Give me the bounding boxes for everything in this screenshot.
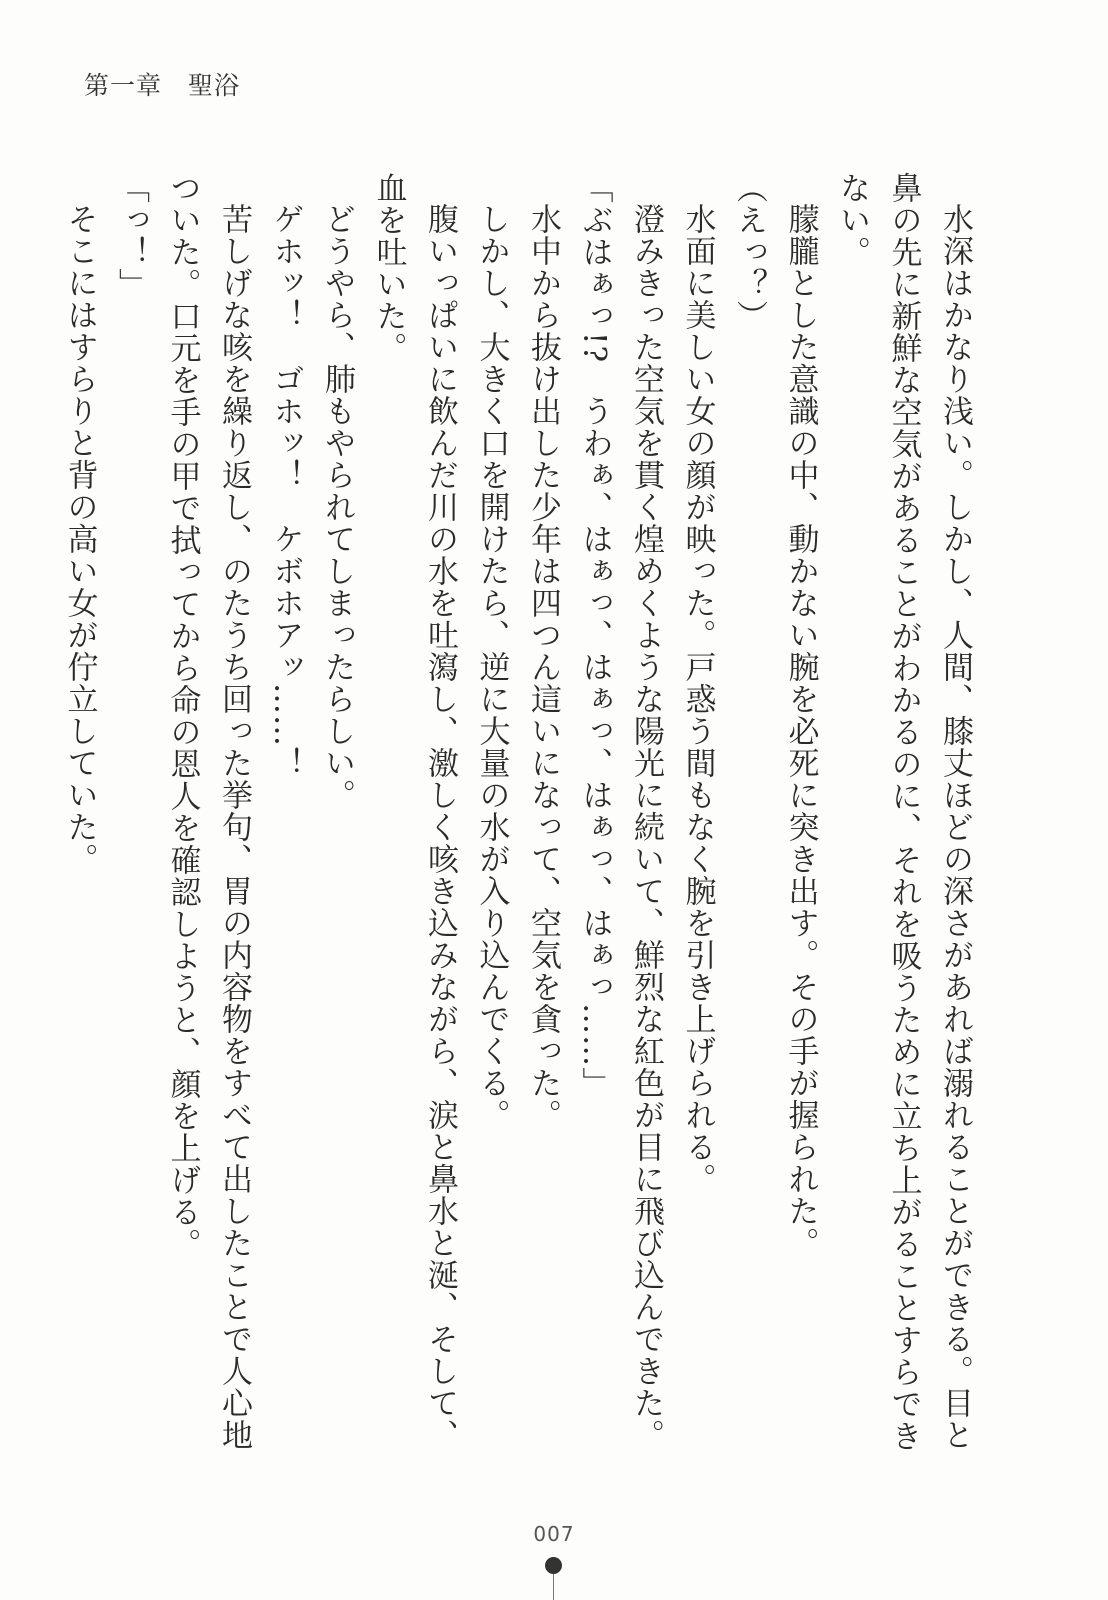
paragraph: 水中から抜け出した少年は四つん這いになって、空気を貪った。 (525, 203, 561, 1131)
paragraph: 「ぶはぁっ!? うわぁ、はぁっ、はぁっ、はぁっ、はぁっ……」 (576, 172, 613, 1100)
paragraph: ゲホッ！ ゴホッ！ ケボホアッ……！ (267, 203, 304, 779)
paragraph: 苦しげな咳を繰り返し、のたうち回った挙句、胃の内容物をすべて出したことで人心地ついた。口元を手の甲で拭ってから命の恩人を確認しようと、顔を上げる。 (164, 172, 252, 1451)
running-header (84, 66, 240, 102)
page-number: 007 (533, 1522, 575, 1546)
paragraph: 「っ！」 (113, 172, 149, 300)
paragraph: どうやら、肺もやられてしまったらしい。 (319, 203, 355, 811)
chapter-title: 聖浴 (188, 71, 241, 100)
paragraph: 朦朧とした意識の中、動かない腕を必死に突き出す。その手が握られた。 (782, 203, 819, 1259)
page-marker-dot-icon (545, 1557, 562, 1574)
paragraph: 澄みきった空気を貫く煌めくような陽光に続いて、鮮烈な紅色が目に飛び込んできた。 (628, 203, 664, 1451)
chapter-number: 第一章 (84, 71, 163, 100)
paragraph: しかし、大きく口を開けたら、逆に大量の水が入り込んでくる。 (473, 203, 510, 1131)
paragraph: 水深はかなり浅い。しかし、人間、膝丈ほどの深さがあれば溺れることができる。目と鼻の先に新鮮な空気があることがわかるのに、それを吸うために立ち上がることすらできない。 (834, 172, 973, 1452)
paragraph: そこにはすらりと背の高い女が佇立していた。 (61, 203, 98, 875)
paragraph: （えっ？） (731, 172, 767, 332)
paragraph: 腹いっぱいに飲んだ川の水を吐瀉し、激しく咳き込みながら、涙と鼻水と涎、そして、血を吐いた。 (370, 172, 458, 1451)
paragraph: 水面に美しい女の顔が映った。戸惑う間もなく腕を引き上げられる。 (679, 203, 716, 1195)
body-text (61, 172, 980, 1462)
